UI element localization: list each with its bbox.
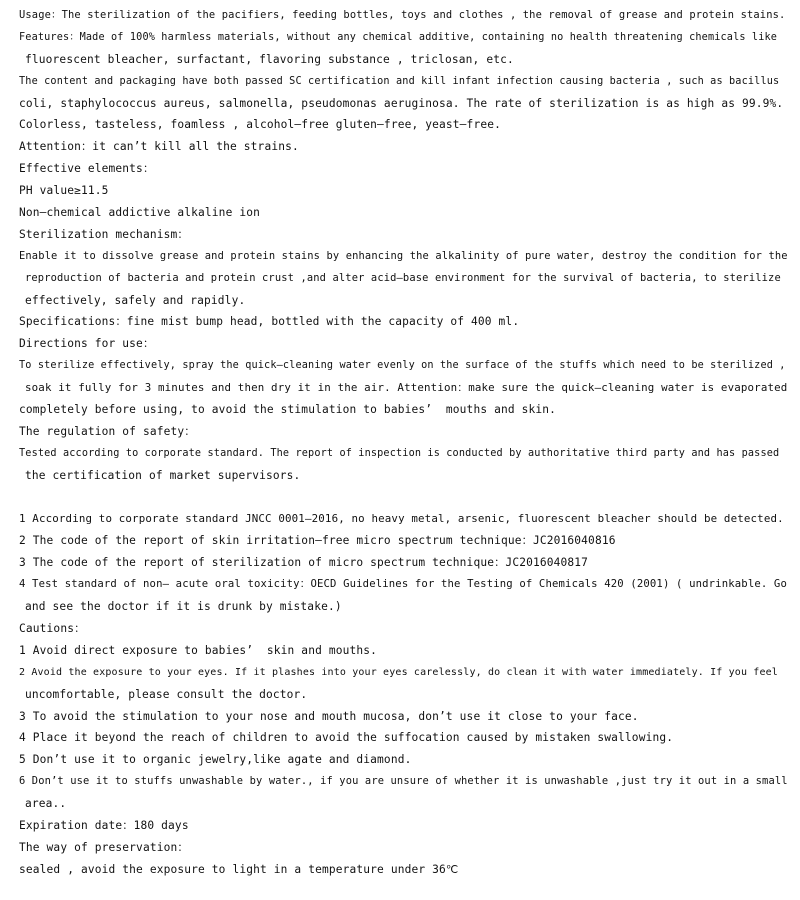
document-line: coli, staphylococcus aureus, salmonella, pseudomonas aeruginosa. The rate of sterilization is as high as 99.9%. bbox=[19, 96, 784, 110]
document-line: the certification of market supervisors. bbox=[25, 468, 301, 482]
document-line: 2 The code of the report of skin irritation—free micro spectrum technique：JC2016040816 bbox=[19, 534, 616, 548]
document-line: Sterilization mechanism： bbox=[19, 227, 189, 241]
document-line: effectively, safely and rapidly. bbox=[25, 293, 246, 307]
document-line: and see the doctor if it is drunk by mistake.) bbox=[25, 600, 342, 614]
document-line: Expiration date：180 days bbox=[19, 818, 189, 832]
product-instructions-document bbox=[19, 5, 789, 881]
document-line: Directions for use： bbox=[19, 337, 155, 351]
document-line: The way of preservation： bbox=[19, 840, 189, 854]
document-line: PH value≥11.5 bbox=[19, 184, 109, 198]
document-line: area.. bbox=[25, 797, 67, 811]
document-line: 3 The code of the report of sterilization of micro spectrum technique：JC2016040817 bbox=[19, 556, 589, 570]
document-line: 3 To avoid the stimulation to your nose and mouth mucosa, don’t use it close to your face. bbox=[19, 709, 639, 723]
document-line: Enable it to dissolve grease and protein stains by enhancing the alkalinity of pure water, destroy the condition for the bbox=[19, 249, 788, 262]
document-line: 4 Place it beyond the reach of children to avoid the suffocation caused by mistaken swallowing. bbox=[19, 731, 674, 745]
document-line: Tested according to corporate standard. The report of inspection is conducted by authoritative third party and has passed bbox=[19, 447, 780, 459]
document-line: 1 According to corporate standard JNCC 0001—2016, no heavy metal, arsenic, fluorescent bleacher should be detected. bbox=[19, 512, 784, 526]
document-line: Non—chemical addictive alkaline ion bbox=[19, 206, 260, 220]
document-line: 6 Don’t use it to stuffs unwashable by water., if you are unsure of whether it is unwashable ,just try it out in a small bbox=[19, 775, 788, 788]
document-line: 4 Test standard of non— acute oral toxicity：OECD Guidelines for the Testing of Chemicals 420 (2001) ( undrinkable. Go bbox=[19, 578, 787, 591]
document-line: Usage：The sterilization of the pacifiers, feeding bottles, toys and clothes , the removal of grease and protein stains. bbox=[19, 9, 786, 21]
document-line: The content and packaging have both passed SC certification and kill infant infection causing bacteria , such as bacillus bbox=[19, 75, 780, 87]
document-line: 5 Don’t use it to organic jewelry,like agate and diamond. bbox=[19, 753, 412, 767]
document-line: sealed , avoid the exposure to light in a temperature under 36℃ bbox=[19, 862, 459, 876]
document-line: fluorescent bleacher, surfactant, flavoring substance , triclosan, etc. bbox=[25, 52, 514, 66]
document-line: Specifications：fine mist bump head, bottled with the capacity of 400 ml. bbox=[19, 315, 520, 329]
document-line: completely before using, to avoid the stimulation to babies’ mouths and skin. bbox=[19, 403, 557, 417]
document-line: The regulation of safety： bbox=[19, 424, 196, 438]
document-line: Attention：it can’t kill all the strains. bbox=[19, 140, 299, 154]
document-line: Features：Made of 100% harmless materials, without any chemical additive, containing no health threatening chemicals like bbox=[19, 31, 778, 43]
document-line: soak it fully for 3 minutes and then dry it in the air. Attention：make sure the quick—cleaning water is evaporated bbox=[25, 381, 788, 395]
document-line: 2 Avoid the exposure to your eyes. If it plashes into your eyes carelessly, do clean it with water immediately. If you feel bbox=[19, 666, 778, 678]
document-line: To sterilize effectively, spray the quick—cleaning water evenly on the surface of the stuffs which need to be sterilized , bbox=[19, 360, 786, 372]
blank-line bbox=[19, 487, 789, 509]
document-line: reproduction of bacteria and protein crust ,and alter acid—base environment for the survival of bacteria, to sterilize bbox=[25, 271, 781, 284]
document-line: Effective elements： bbox=[19, 162, 155, 176]
document-line: 1 Avoid direct exposure to babies’ skin and mouths. bbox=[19, 643, 378, 657]
document-line: Cautions： bbox=[19, 621, 86, 635]
document-line: Colorless, tasteless, foamless , alcohol—free gluten—free, yeast—free. bbox=[19, 118, 501, 132]
document-line: uncomfortable, please consult the doctor. bbox=[25, 687, 308, 701]
